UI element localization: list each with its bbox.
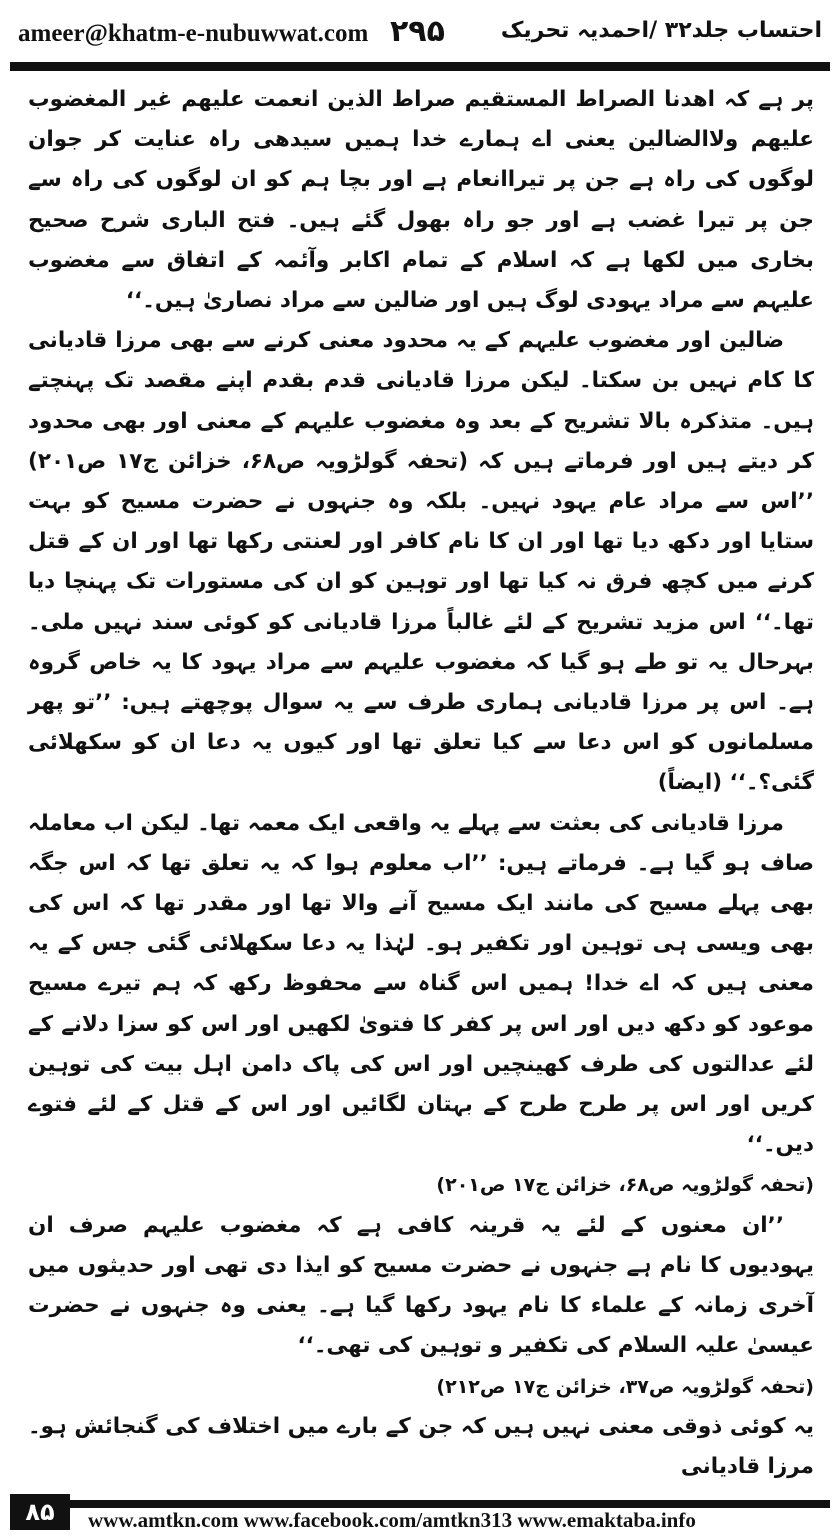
header-email: ameer@khatm-e-nubuwwat.com	[18, 20, 369, 47]
page-body	[28, 80, 814, 1487]
page-header	[18, 10, 822, 58]
paragraph-1: پر ہے کہ اھدنا الصراط المستقیم صراط الذین انعمت علیھم غیر المغضوب علیھم ولاالضالین یعنی اے ہمارے خدا ہمیں سیدھی راہ عنایت کر جوان لوگوں کی راہ ہے جن پر تیراانعام ہے اور بچا ہم کو ان لوگوں کی راہ سے جن پر تیرا غضب ہے اور جو راہ بھول گئے ہیں۔ فتح الباری شرح صحیح بخاری میں لکھا ہے کہ اسلام کے تمام اکابر وآئمہ کے اتفاق سے مغضوب علیہم سے مراد یہودی لوگ ہیں اور ضالین سے مراد نصاریٰ ہیں۔‘‘	[28, 87, 814, 314]
header-rule	[10, 62, 830, 71]
citation-1: (تحفہ گولڑویہ ص۶۸، خزائن ج۱۷ ص۲۰۱)	[436, 1174, 814, 1197]
header-book-title: احتساب جلد۳۲ /احمدیہ تحریک	[500, 18, 822, 43]
header-page-number: ۲۹۵	[390, 14, 445, 49]
paragraph-3: مرزا قادیانی کی بعثت سے پہلے یہ واقعی ایک معمہ تھا۔ لیکن اب معاملہ صاف ہو گیا ہے۔ فرماتے ہیں: ’’اب معلوم ہوا کہ یہ تعلق تھا کہ اس جگہ بھی پہلے مسیح کی مانند ایک مسیح آنے والا تھا اور مقدر تھا کہ اس کی بھی ویسی ہی توہین اور تکفیر ہو۔ لہٰذا یہ دعا سکھلائی گئی جس کے یہ معنی ہیں کہ اے خدا! ہمیں اس گناہ سے محفوظ رکھ کہ ہم تیرے مسیح موعود کو دکھ دیں اور اس پر کفر کا فتویٰ لکھیں اور اس کو سزا دلانے کے لئے عدالتوں کی طرف کھینچیں اور اس کی پاک دامن اہل بیت کی توہین کریں اور اس پر طرح طرح کے بہتان لگائیں اور اس کے قتل کے لئے فتوے دیں۔‘‘	[28, 810, 814, 1158]
footer-links: www.amtkn.com www.facebook.com/amtkn313 www.emaktaba.info	[88, 1508, 696, 1532]
citation-2: (تحفہ گولڑویہ ص۳۷، خزائن ج۱۷ ص۲۱۲)	[436, 1375, 814, 1398]
footer-rule	[70, 1500, 830, 1508]
footer-page-number: ۸۵	[10, 1494, 70, 1530]
paragraph-2: ضالین اور مغضوب علیہم کے یہ محدود معنی کرنے سے بھی مرزا قادیانی کا کام نہیں بن سکتا۔ لیکن مرزا قادیانی قدم بقدم اپنے مقصد تک پہنچتے ہیں۔ متذکرہ بالا تشریح کے بعد وہ مغضوب علیہم کے معنی اور بھی محدود کر دیتے ہیں اور فرماتے ہیں کہ (تحفہ گولڑویہ ص۶۸، خزائن ج۱۷ ص۲۰۱) ’’اس سے مراد عام یہود نہیں۔ بلکہ وہ جنہوں نے حضرت مسیح کو بہت ستایا اور دکھ دیا تھا اور ان کا نام کافر اور لعنتی رکھا تھا اور ان کے قتل کرنے میں کچھ فرق نہ کیا تھا اور توہین کو ان کی مستورات تک پہنچا دیا تھا۔‘‘ اس مزید تشریح کے لئے غالباً مرزا قادیانی کو کوئی سند نہیں ملی۔ بہرحال یہ تو طے ہو گیا کہ مغضوب علیہم سے مراد یہود کا یہ خاص گروہ ہے۔ اس پر مرزا قادیانی ہماری طرف سے یہ سوال پوچھتے ہیں: ’’تو پھر مسلمانوں کو اس دعا سے کیا تعلق تھا اور کیوں یہ دعا ان کو سکھلائی گئی؟۔‘‘ (ایضاً)	[28, 328, 814, 796]
quote-paragraph: ’’ان معنوں کے لئے یہ قرینہ کافی ہے کہ مغضوب علیہم صرف ان یہودیوں کا نام ہے جنہوں نے حضرت مسیح کو ایذا دی تھی اور حدیثوں میں آخری زمانہ کے علماء کا نام یہود رکھا گیا ہے۔ یعنی وہ جنہوں نے حضرت عیسیٰ علیہ السلام کی تکفیر و توہین کی تھی۔‘‘	[28, 1212, 814, 1359]
paragraph-final: یہ کوئی ذوقی معنی نہیں ہیں کہ جن کے بارے میں اختلاف کی گنجائش ہو۔ مرزا قادیانی	[28, 1413, 814, 1479]
